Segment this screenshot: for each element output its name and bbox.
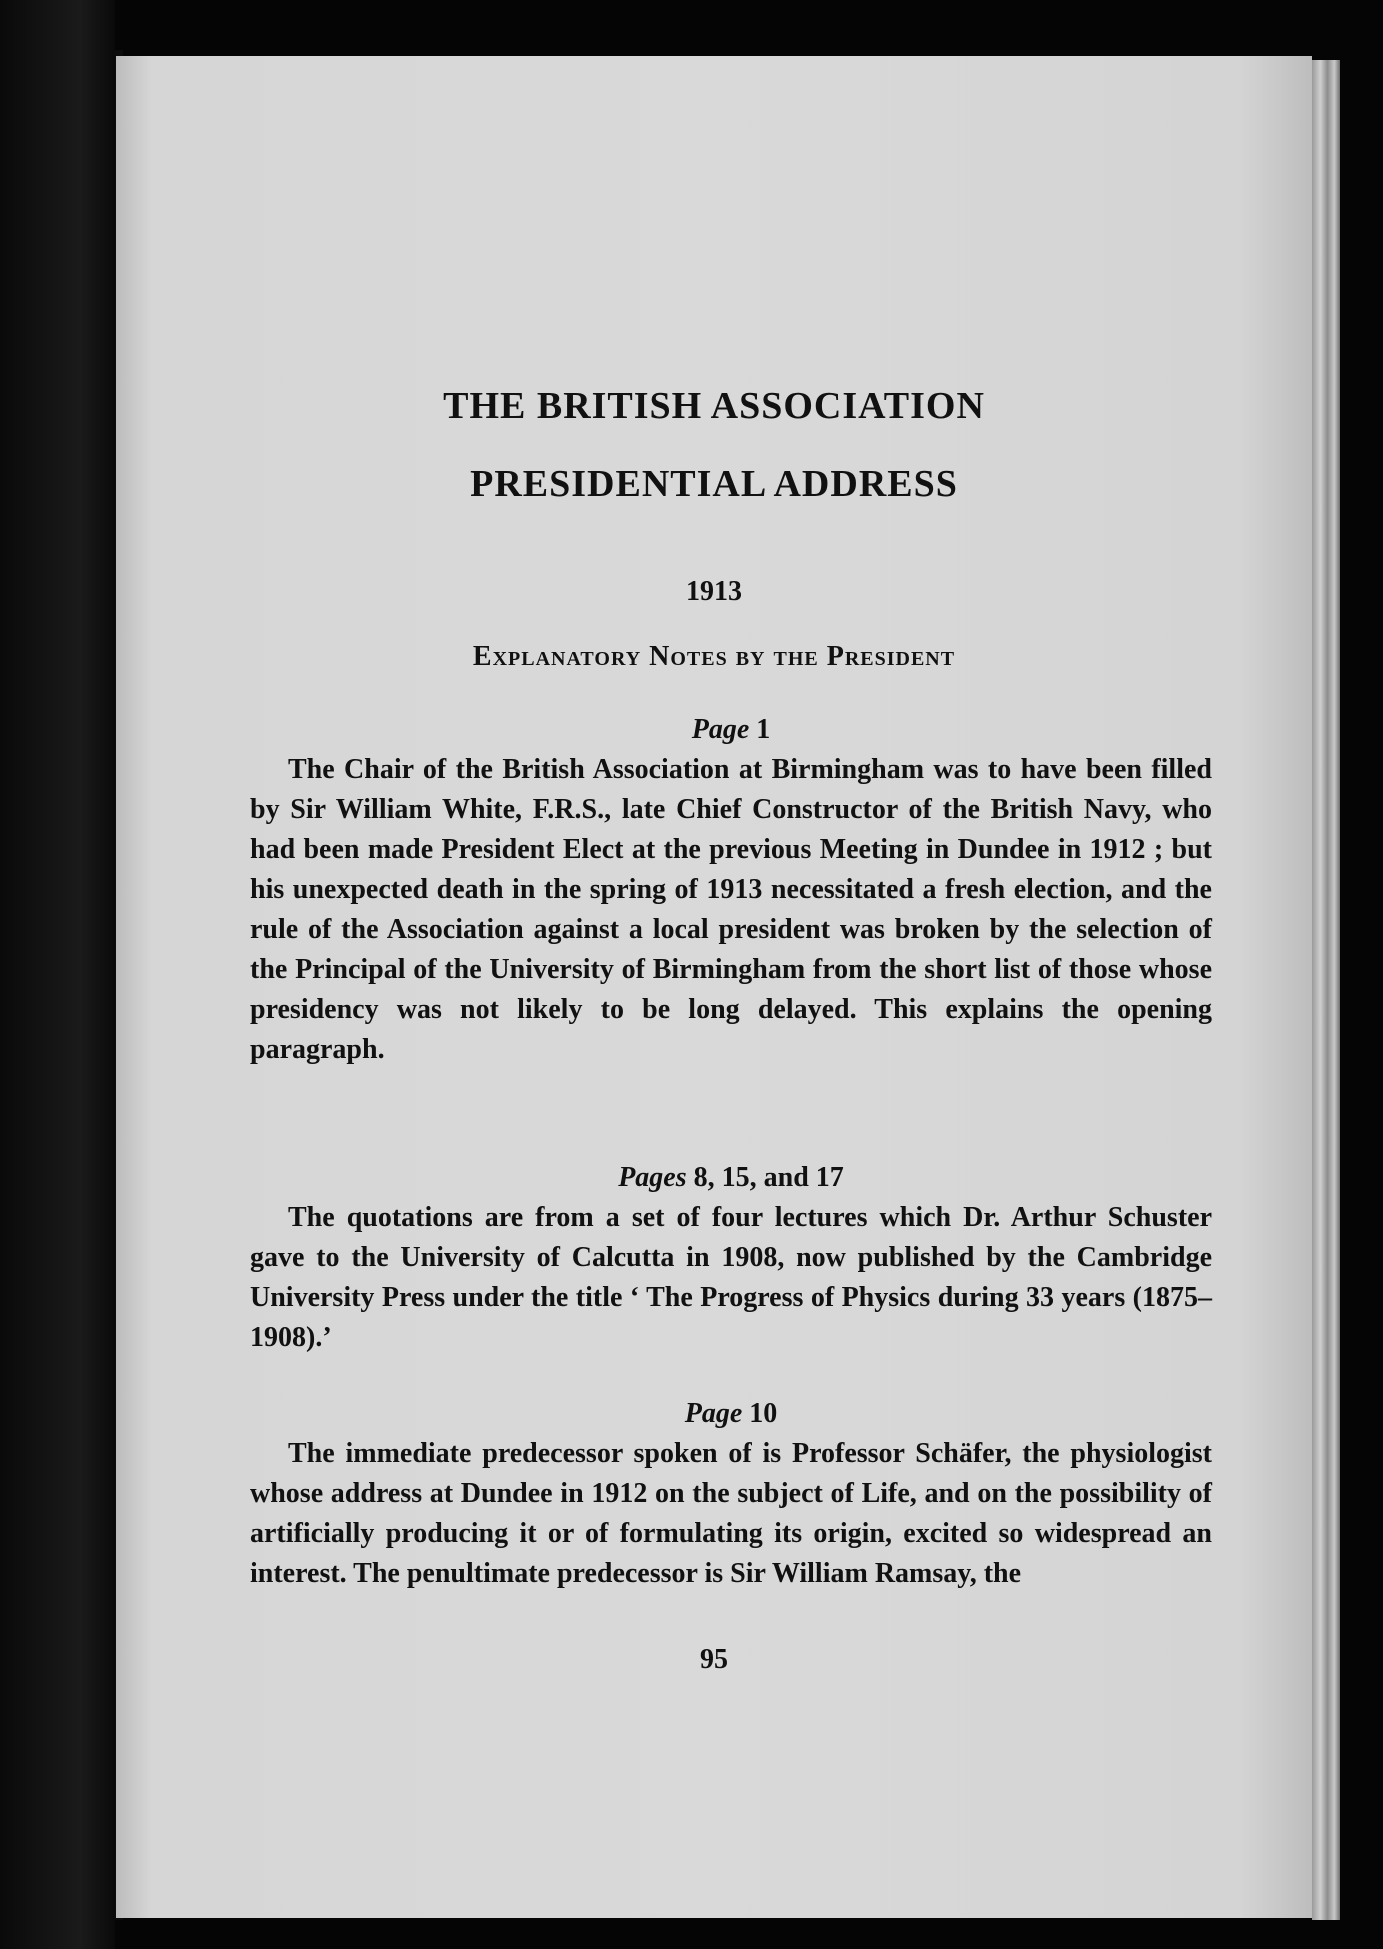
title-line-1: THE BRITISH ASSOCIATION bbox=[443, 385, 985, 427]
book-page bbox=[116, 56, 1312, 1918]
title-line-2: PRESIDENTIAL ADDRESS bbox=[470, 463, 958, 505]
section-text: The immediate predecessor spoken of is Professor Schäfer, the physiologist whose address at Dundee in 1912 on the subject of Life, and on the possibility of artificially producing it or of formulating its origin, excited so widespread an interest. The penultimate predecessor is Sir William Ramsay, the bbox=[250, 1438, 1212, 1589]
section-heading-numbers: 8, 15, and 17 bbox=[693, 1162, 844, 1193]
note-section bbox=[250, 1158, 1212, 1358]
section-heading bbox=[250, 710, 1212, 750]
page-content bbox=[116, 56, 1312, 1918]
section-heading bbox=[250, 1158, 1212, 1198]
section-heading bbox=[250, 1394, 1212, 1434]
page-stack-edge bbox=[1312, 60, 1340, 1920]
previous-page-edge bbox=[0, 0, 115, 1949]
section-text: The quotations are from a set of four lectures which Dr. Arthur Schuster gave to the University of Calcutta in 1908, now published by the Cambridge University Press under the title ‘ The Progress of Physics during 33 years (1875–1908).’ bbox=[250, 1202, 1212, 1353]
note-section bbox=[250, 710, 1212, 1070]
section-text: The Chair of the British Association at Birmingham was to have been filled by Sir William White, F.R.S., late Chief Constructor of the British Navy, who had been made President Elect at the previous Meeting in Dundee in 1912 ; but his unexpected death in the spring of 1913 necessitated a fresh election, and the rule of the Association against a local president was broken by the selection of the Principal of the University of Birmingham from the short list of those whose presidency was not likely to be long delayed. This explains the opening paragraph. bbox=[250, 754, 1212, 1065]
section-heading-label: Page bbox=[691, 714, 750, 745]
year: 1913 bbox=[686, 576, 742, 607]
section-heading-label: Pages bbox=[618, 1162, 687, 1193]
section-heading-numbers: 10 bbox=[749, 1398, 778, 1429]
section-heading-label: Page bbox=[684, 1398, 743, 1429]
page-number: 95 bbox=[700, 1644, 728, 1675]
note-section bbox=[250, 1394, 1212, 1594]
section-heading-numbers: 1 bbox=[756, 714, 771, 745]
subtitle: Explanatory Notes by the President bbox=[472, 641, 956, 672]
